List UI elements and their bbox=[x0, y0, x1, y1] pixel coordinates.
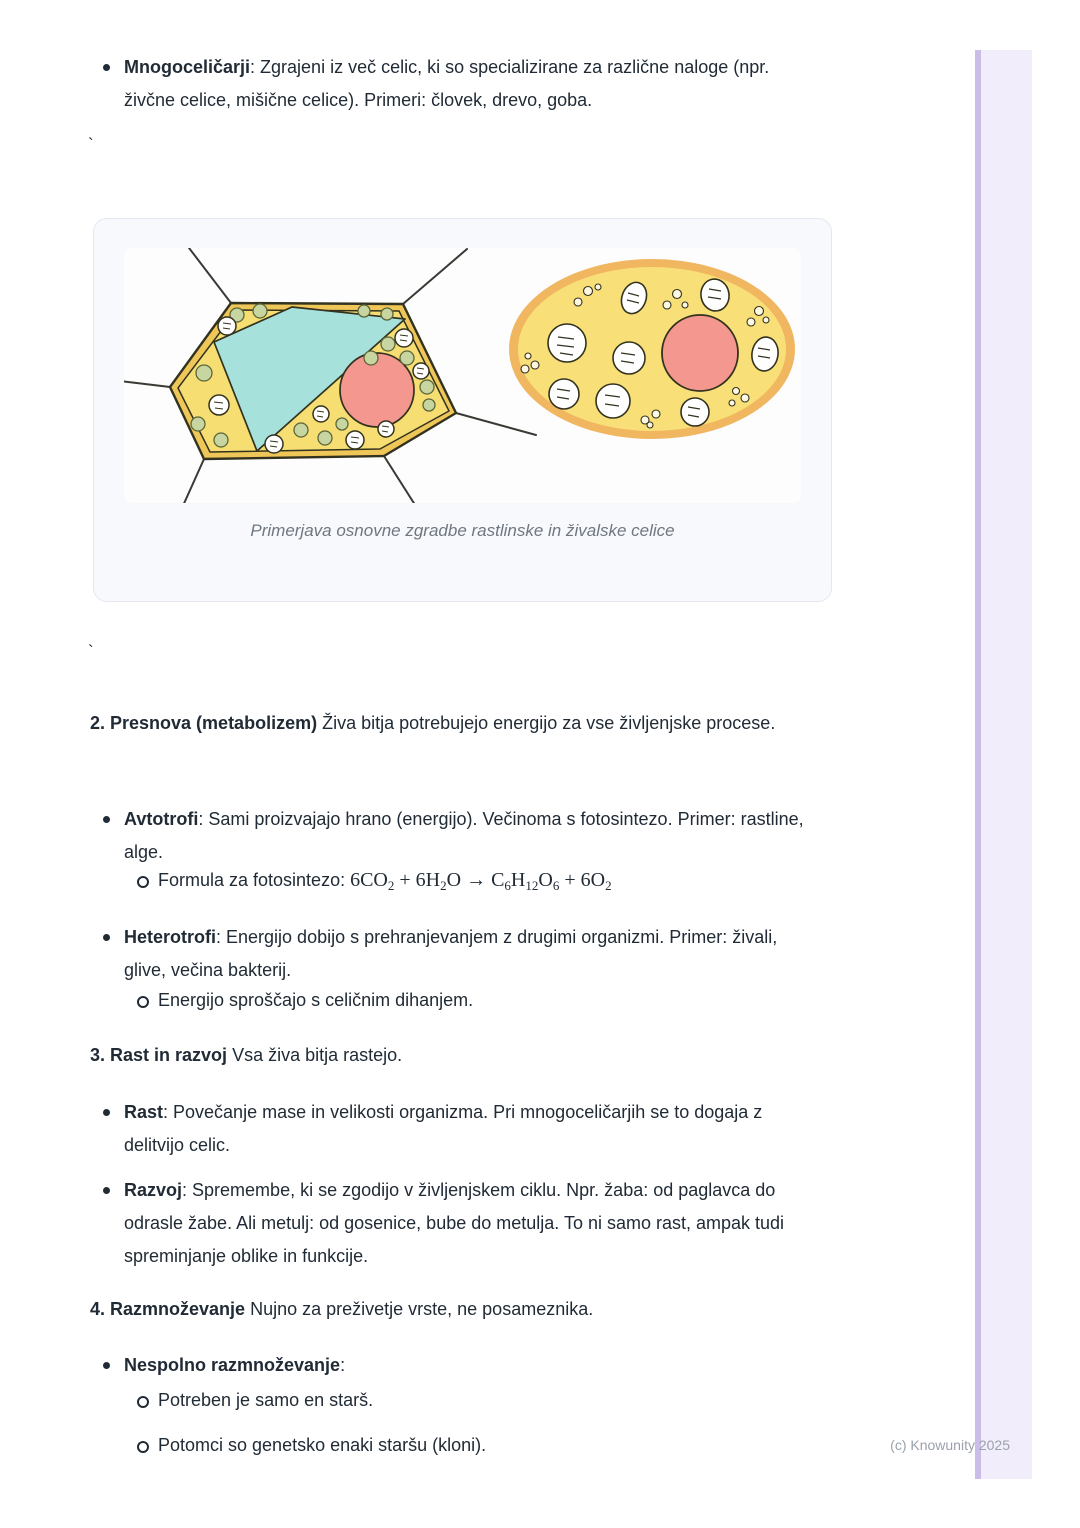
ribosome-dot bbox=[763, 317, 769, 323]
sub-list-item bbox=[137, 864, 797, 902]
formula-sub: 6 bbox=[504, 878, 511, 893]
bullet-circle-icon bbox=[137, 1441, 149, 1453]
section-heading-bold: 3. Rast in razvoj bbox=[90, 1045, 228, 1065]
chloroplast bbox=[191, 417, 205, 431]
term-bold: Razvoj bbox=[124, 1180, 183, 1200]
chloroplast bbox=[196, 365, 212, 381]
term-bold: Nespolno razmnoževanje bbox=[124, 1355, 341, 1375]
list-item bbox=[103, 1349, 839, 1382]
chloroplast bbox=[420, 380, 434, 394]
chloroplast bbox=[400, 351, 414, 365]
section-growth bbox=[90, 1039, 835, 1072]
animal-cell bbox=[509, 259, 795, 439]
section-reproduction bbox=[90, 1293, 835, 1326]
wall-line bbox=[124, 381, 170, 387]
section-heading-rest: Vsa živa bitja rastejo. bbox=[227, 1045, 403, 1065]
mitochondrion bbox=[346, 431, 364, 449]
mitochondrion bbox=[395, 329, 413, 347]
list-item-text bbox=[124, 1096, 824, 1162]
chloroplast bbox=[294, 423, 308, 437]
ribosome-dot bbox=[741, 394, 749, 402]
bullet-dot-icon bbox=[103, 1362, 110, 1369]
wall-line bbox=[186, 248, 231, 303]
chloroplast bbox=[381, 337, 395, 351]
wall-line bbox=[456, 413, 536, 435]
list-item-text bbox=[124, 1174, 836, 1273]
chloroplast bbox=[423, 399, 435, 411]
term-rest: : Energijo dobijo s prehranjevanjem z drugimi organizmi. Primer: živali, glive, večina bakterij. bbox=[124, 927, 778, 980]
figure-card bbox=[93, 218, 832, 602]
list-item bbox=[103, 921, 839, 987]
cell-comparison-image bbox=[124, 248, 801, 503]
ribosome-dot bbox=[755, 307, 764, 316]
bullet-dot-icon bbox=[103, 816, 110, 823]
chloroplast bbox=[358, 305, 370, 317]
formula-seg: O → C bbox=[446, 869, 505, 891]
ribosome-dot bbox=[652, 410, 660, 418]
sub-list-item-text: Potomci so genetsko enaki staršu (kloni). bbox=[158, 1435, 487, 1455]
stray-backtick: ` bbox=[88, 135, 94, 154]
figure-caption: Primerjava osnovne zgradbe rastlinske in živalske celice bbox=[250, 521, 675, 540]
term-bold: Rast bbox=[124, 1102, 164, 1122]
ribosome-dot bbox=[521, 365, 529, 373]
copyright-label: (c) Knowunity 2025 bbox=[890, 1437, 1010, 1453]
list-item-text bbox=[124, 1349, 839, 1382]
list-item-text bbox=[124, 51, 824, 117]
ribosome-dot bbox=[733, 388, 740, 395]
list-item bbox=[103, 803, 839, 869]
ribosome-dot bbox=[525, 353, 531, 359]
sub-list-item-text: Energijo sproščajo s celičnim dihanjem. bbox=[158, 990, 474, 1010]
cell-diagram bbox=[124, 248, 801, 503]
bullet-dot-icon bbox=[103, 934, 110, 941]
formula-seg: + 6H bbox=[394, 869, 441, 891]
chloroplast bbox=[364, 351, 378, 365]
photosynthesis-formula bbox=[350, 869, 611, 891]
term-bold: Avtotrofi bbox=[124, 809, 199, 829]
formula-seg: 6CO bbox=[350, 869, 388, 891]
ribosome-dot bbox=[531, 361, 539, 369]
bullet-circle-icon bbox=[137, 1396, 149, 1408]
sub-list-item bbox=[137, 1384, 797, 1417]
mitochondrion bbox=[218, 317, 236, 335]
wall-line bbox=[182, 459, 204, 503]
section-heading-bold: 4. Razmnoževanje bbox=[90, 1299, 246, 1319]
bullet-circle-icon bbox=[137, 996, 149, 1008]
term-rest: : Povečanje mase in velikosti organizma. Pri mnogoceličarjih se to dogaja z delitvijo celic. bbox=[124, 1102, 763, 1155]
formula-sub: 2 bbox=[387, 878, 395, 893]
formula-seg: H bbox=[510, 869, 526, 891]
wall-line bbox=[403, 249, 467, 304]
mitochondrion bbox=[549, 379, 579, 409]
bullet-dot-icon bbox=[103, 1187, 110, 1194]
bullet-dot-icon bbox=[103, 64, 110, 71]
ribosome-dot bbox=[729, 400, 735, 406]
section-heading-bold: 2. Presnova (metabolizem) bbox=[90, 713, 318, 733]
mitochondrion bbox=[548, 324, 586, 362]
formula-sub: 12 bbox=[525, 878, 539, 893]
formula-line bbox=[158, 864, 797, 902]
chloroplast bbox=[318, 431, 332, 445]
sub-list-item bbox=[137, 984, 797, 1017]
mitochondrion bbox=[413, 363, 429, 379]
mitochondrion bbox=[596, 384, 630, 418]
list-item-text bbox=[124, 803, 824, 869]
ribosome-dot bbox=[663, 301, 671, 309]
right-margin-strip bbox=[981, 50, 1032, 1479]
mitochondrion bbox=[313, 406, 329, 422]
section-heading-rest: Nujno za preživetje vrste, ne posameznika. bbox=[245, 1299, 594, 1319]
chloroplast bbox=[336, 418, 348, 430]
term-bold: Heterotrofi bbox=[124, 927, 217, 947]
formula-sub: 2 bbox=[605, 878, 612, 893]
formula-label: Formula za fotosintezo: bbox=[158, 870, 351, 890]
mitochondrion bbox=[265, 435, 283, 453]
term-rest: : Sami proizvajajo hrano (energijo). Večinoma s fotosintezo. Primer: rastline, alge. bbox=[124, 809, 804, 862]
bullet-circle-icon bbox=[137, 876, 149, 888]
section-metabolism bbox=[90, 705, 835, 742]
chloroplast bbox=[214, 433, 228, 447]
ribosome-dot bbox=[673, 290, 682, 299]
mitochondrion bbox=[613, 342, 645, 374]
list-item bbox=[103, 1174, 839, 1273]
term-rest: : bbox=[340, 1355, 346, 1375]
sub-list-item bbox=[137, 1429, 797, 1462]
list-item bbox=[103, 1096, 839, 1162]
plant-cell bbox=[124, 248, 536, 503]
term-bold: Mnogoceličarji bbox=[124, 57, 251, 77]
ribosome-dot bbox=[595, 284, 601, 290]
chloroplast bbox=[381, 308, 393, 320]
ribosome-dot bbox=[584, 287, 593, 296]
ribosome-dot bbox=[647, 422, 653, 428]
list-item bbox=[103, 51, 839, 117]
stray-backtick: ` bbox=[88, 642, 94, 661]
bullet-dot-icon bbox=[103, 1109, 110, 1116]
chloroplast bbox=[253, 304, 267, 318]
section-heading-rest: Živa bitja potrebujejo energijo za vse življenjske procese. bbox=[317, 713, 776, 733]
formula-seg: O bbox=[538, 869, 553, 891]
animal-nucleus bbox=[662, 315, 738, 391]
sub-list-item-text: Potreben je samo en starš. bbox=[158, 1390, 374, 1410]
mitochondrion bbox=[681, 398, 709, 426]
ribosome-dot bbox=[682, 302, 688, 308]
formula-seg: + 6O bbox=[559, 869, 606, 891]
wall-line bbox=[384, 456, 417, 503]
ribosome-dot bbox=[747, 318, 755, 326]
formula-sub: 6 bbox=[552, 878, 560, 893]
list-item-text bbox=[124, 921, 824, 987]
term-rest: : Spremembe, ki se zgodijo v življenjskem ciklu. Npr. žaba: od paglavca do odrasle žabe. Ali metulj: od gosenice, bube do metulja. To ni samo rast, ampak tudi spreminjanje oblike in funkcije. bbox=[124, 1180, 785, 1266]
ribosome-dot bbox=[574, 298, 582, 306]
mitochondrion bbox=[209, 395, 229, 415]
mitochondrion bbox=[378, 421, 394, 437]
term-rest: : Zgrajeni iz več celic, ki so specializirane za različne naloge (npr. živčne celice, mišične celice). Primeri: človek, drevo, goba. bbox=[124, 57, 770, 110]
formula-sub: 2 bbox=[440, 878, 447, 893]
